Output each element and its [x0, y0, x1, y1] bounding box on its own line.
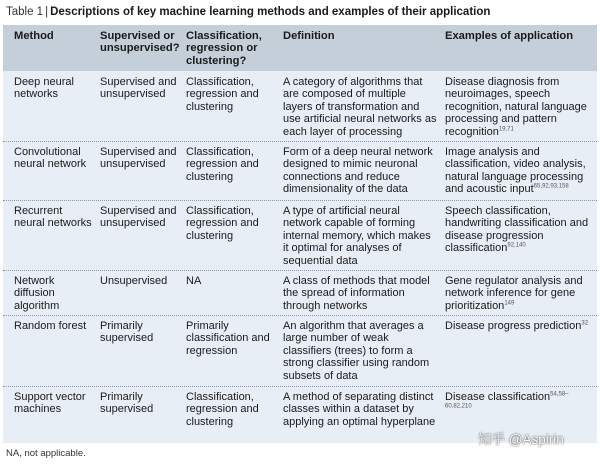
row-1-examples — [445, 76, 593, 138]
row-2-examples — [445, 146, 593, 196]
table-header-row — [3, 25, 597, 71]
header-definition: Definition — [283, 30, 335, 42]
row-4-supervision: Unsupervised — [100, 275, 168, 287]
row-5-task: Primarily classification and regression — [186, 320, 270, 357]
row-3-task: Classification, regression and clustering — [186, 205, 259, 242]
row-4-examples — [445, 275, 593, 312]
row-1-examples-text: Disease diagnosis from neuroimages, speech recognition, natural language processing and pattern recognition — [445, 76, 587, 138]
row-4-method: Network diffusion algorithm — [14, 275, 60, 312]
row-3-refs: 92,140 — [507, 242, 526, 249]
row-1-method: Deep neural networks — [14, 76, 74, 101]
header-examples: Examples of application — [445, 30, 574, 42]
table-caption — [6, 5, 596, 19]
watermark: 知乎 @Aspirin — [478, 432, 564, 447]
row-6-supervision: Primarily supervised — [100, 391, 154, 416]
row-6-examples — [445, 391, 593, 416]
methods-table — [3, 25, 597, 443]
row-divider — [3, 141, 597, 142]
row-2-definition: Form of a deep neural network designed to mimic neuronal connections and reduce dimensionality of the data — [283, 146, 433, 196]
table-number: Table 1 — [6, 6, 44, 18]
table-title: Descriptions of key machine learning methods and examples of their application — [50, 6, 491, 18]
row-5-definition: An algorithm that averages a large number of weak classifiers (trees) to form a strong classifier using random subsets of data — [283, 320, 430, 382]
row-4-examples-text: Gene regulator analysis and network inference for gene prioritization — [445, 275, 583, 312]
row-divider — [3, 386, 597, 387]
row-6-definition: A method of separating distinct classes within a dataset by applying an optimal hyperplane — [283, 391, 436, 428]
row-6-refs: 54,58–60,82,210 — [445, 391, 569, 410]
row-1-task: Classification, regression and clustering — [186, 76, 259, 113]
row-1-definition: A category of algorithms that are composed of multiple layers of transformation and use artificial neural networks as each layer of processing — [283, 76, 437, 138]
header-task: Classification, regression or clustering? — [186, 30, 262, 67]
row-2-method: Convolutional neural network — [14, 146, 87, 171]
row-3-definition: A type of artificial neural network capable of forming internal memory, which makes it optimal for analyses of sequential data — [283, 205, 431, 267]
header-supervision: Supervised or unsupervised? — [100, 30, 180, 55]
row-5-examples-text: Disease progress prediction — [445, 320, 582, 332]
row-6-method: Support vector machines — [14, 391, 86, 416]
row-5-examples — [445, 320, 593, 332]
row-1-refs: 19,71 — [498, 125, 514, 132]
row-3-method: Recurrent neural networks — [14, 205, 92, 230]
row-5-refs: 32 — [581, 320, 589, 327]
row-5-method: Random forest — [14, 320, 87, 332]
caption-separator: | — [45, 6, 49, 18]
row-2-task: Classification, regression and clustering — [186, 146, 259, 183]
row-2-supervision: Supervised and unsupervised — [100, 146, 177, 171]
row-divider — [3, 200, 597, 201]
row-6-task: Classification, regression and clustering — [186, 391, 259, 428]
row-1-supervision: Supervised and unsupervised — [100, 76, 177, 101]
row-divider — [3, 315, 597, 316]
table-footnote: NA, not applicable. — [6, 448, 86, 459]
row-2-refs: 65,92,93,158 — [533, 183, 569, 190]
row-4-task: NA — [186, 275, 202, 287]
row-4-refs: 149 — [504, 300, 515, 307]
row-5-supervision: Primarily supervised — [100, 320, 154, 345]
row-3-examples — [445, 205, 593, 255]
row-3-examples-text: Speech classification, handwriting classification and disease progression classification — [445, 205, 589, 255]
row-2-examples-text: Image analysis and classification, video analysis, natural language processing and acoustic input — [445, 146, 586, 196]
row-6-examples-text: Disease classification — [445, 391, 551, 403]
row-divider — [3, 270, 597, 271]
row-4-definition: A class of methods that model the spread of information through networks — [283, 275, 430, 312]
header-method: Method — [14, 30, 54, 42]
row-3-supervision: Supervised and unsupervised — [100, 205, 177, 230]
